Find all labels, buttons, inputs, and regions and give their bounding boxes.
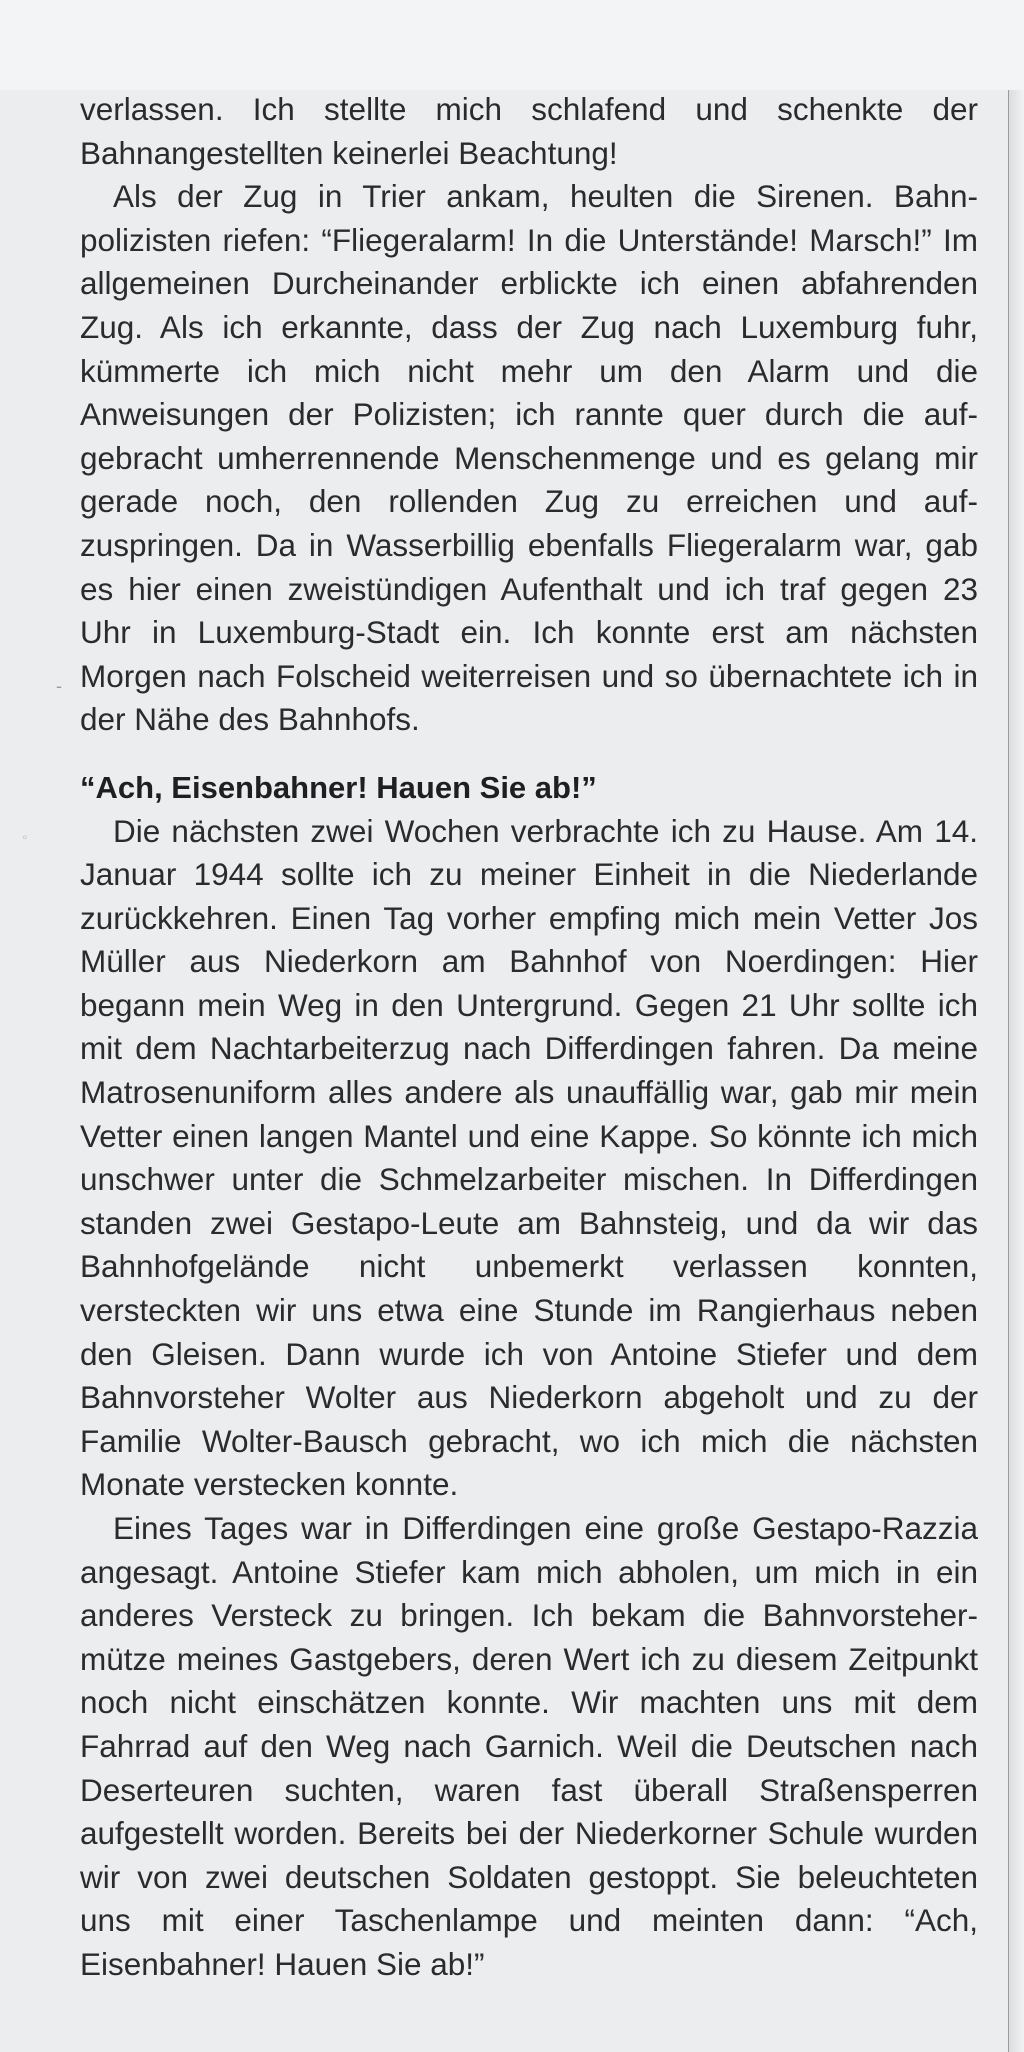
paragraph-trier-arrival: Als der Zug in Trier ankam, heulten die Sirenen. Bahnpolizisten riefen: “Fliegeralarm! In die Unterstände! Marsch!” Im allgemeinen Durcheinander erblickte ich einen abfahrenden Zug. Als ich erkannte, dass der Zug nach Luxemburg fuhr, kümmerte ich mich nicht mehr um den Alarm und die Anweisungen der Polizisten; ich rannte quer durch die aufgebracht umherrennende Menschenmenge und es gelang mir gerade noch, den rollenden Zug zu erreichen und aufzuspringen. Da in Wasserbillig ebenfalls Fliegeralarm war, gab es hier einen zweistündigen Aufenthalt und ich traf gegen 23 Uhr in Luxemburg-Stadt ein. Ich konnte erst am nächsten Morgen nach Folscheid weiterreisen und so übernachtete ich in der Nähe des Bahnhofs.	[80, 178, 978, 738]
section-heading: “Ach, Eisenbahner! Hauen Sie ab!”	[80, 769, 597, 805]
paragraph-underground: Die nächsten zwei Wochen verbrachte ich zu Hause. Am 14. Januar 1944 sollte ich zu meiner Einheit in die Niederlande zurückkehren. Einen Tag vorher empfing mich mein Vetter Jos Müller aus Niederkorn am Bahnhof von Noerdingen: Hier begann mein Weg in den Untergrund. Gegen 21 Uhr sollte ich mit dem Nachtarbeiterzug nach Differdingen fahren. Da meine Matrosenuniform alles andere als unauffällig war, gab mir mein Vetter einen langen Mantel und eine Kappe. So könnte ich mich unschwer unter die Schmelzarbeiter mischen. In Differdingen standen zwei Gestapo-Leute am Bahnsteig, und da wir das Bahnhofgelände nicht unbemerkt verlassen konnten, versteckten wir uns etwa eine Stunde im Rangierhaus neben den Gleisen. Dann wurde ich von Antoine Stiefer und dem Bahnvorsteher Wolter aus Niederkorn abgeholt und zu der Familie Wolter-Bausch gebracht, wo ich mich die nächsten Monate verstecken konnte.	[80, 812, 978, 1503]
margin-scan-artifact: °	[22, 832, 28, 848]
article-body	[80, 88, 978, 1987]
margin-dash: -	[56, 676, 62, 696]
paragraph-continuation: verlassen. Ich stellte mich schlafend und schenkte der Bahnangestellten keinerlei Beachtung!	[80, 91, 978, 171]
page-edge-shadow	[1009, 90, 1024, 2052]
page-top-margin	[0, 0, 1024, 90]
paragraph-gestapo-razzia: Eines Tages war in Differdingen eine große Gestapo-Razzia angesagt. Antoine Stiefer kam mich abholen, um mich in ein anderes Versteck zu bringen. Ich bekam die Bahnvorstehermütze meines Gastgebers, deren Wert ich zu diesem Zeitpunkt noch nicht einschätzen konnte. Wir machten uns mit dem Fahrrad auf den Weg nach Garnich. Weil die Deutschen nach Deserteuren suchten, waren fast überall Straßensperren aufgestellt worden. Bereits bei der Niederkorner Schule wurden wir von zwei deutschen Soldaten gestoppt. Sie beleuchteten uns mit einer Taschenlampe und meinten dann: “Ach, Eisenbahner! Hauen Sie ab!”	[80, 1510, 978, 1982]
